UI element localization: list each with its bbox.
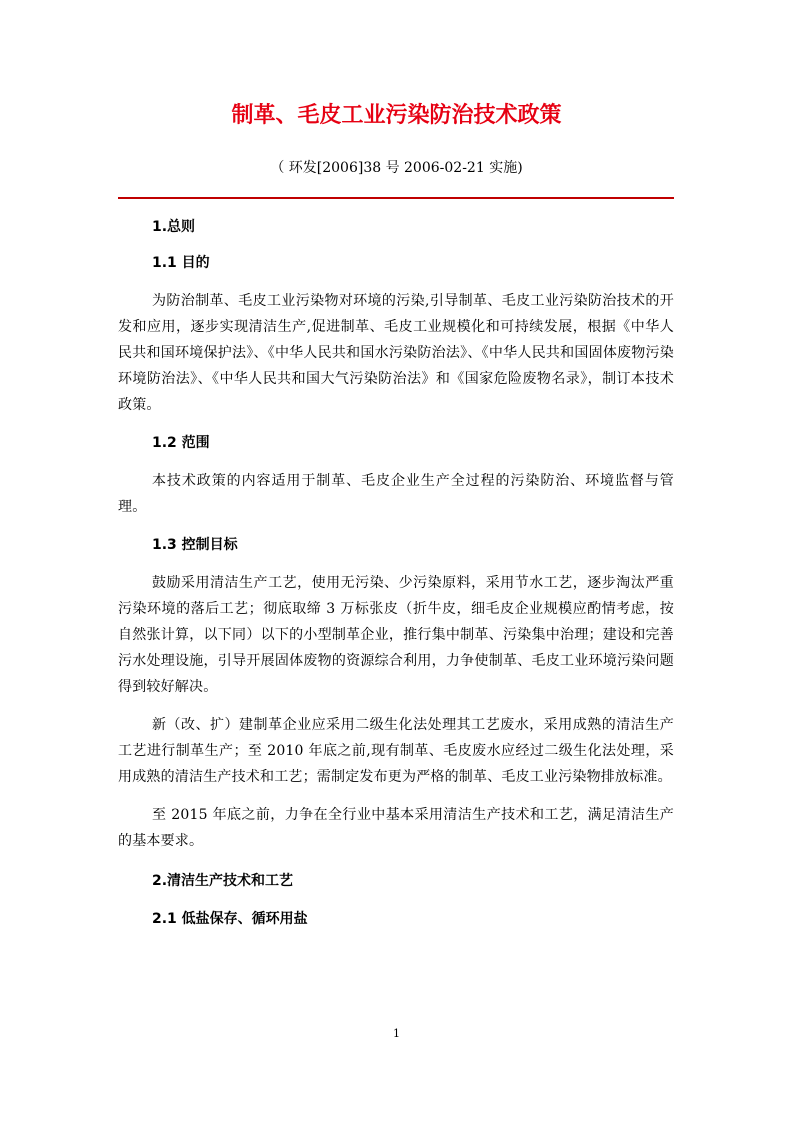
document-body xyxy=(118,214,674,932)
section-heading-clean-production: 2.清洁生产技术和工艺 xyxy=(152,873,294,889)
document-subtitle: （ 环发[2006]38 号 2006-02-21 实施) xyxy=(270,160,523,176)
section-heading-general: 1.总则 xyxy=(152,219,196,235)
paragraph-control-targets-3: 至 2015 年底之前，力争在全行业中基本采用清洁生产技术和工艺，满足清洁生产的基本要求。 xyxy=(118,807,674,849)
paragraph-control-targets-1: 鼓励采用清洁生产工艺，使用无污染、少污染原料，采用节水工艺，逐步淘汰严重污染环境的落后工艺；彻底取缔 3 万标张皮（折牛皮，细毛皮企业规模应酌情考虑，按自然张计算，以下同）以下的小型制革企业，推行集中制革、污染集中治理；建设和完善污水处理设施，引导开展固体废物的资源综合利用，力争使制革、毛皮工业环境污染问题得到较好解决。 xyxy=(118,575,674,695)
section-heading-scope: 1.2 范围 xyxy=(152,435,210,451)
page-number: 1 xyxy=(393,1027,400,1040)
title-divider xyxy=(118,197,674,199)
paragraph-scope: 本技术政策的内容适用于制革、毛皮企业生产全过程的污染防治、环境监督与管理。 xyxy=(118,473,674,515)
document-title: 制革、毛皮工业污染防治技术政策 xyxy=(231,103,562,128)
section-heading-control-targets: 1.3 控制目标 xyxy=(152,537,238,553)
section-heading-purpose: 1.1 目的 xyxy=(152,255,210,271)
paragraph-control-targets-2: 新（改、扩）建制革企业应采用二级生化法处理其工艺废水，采用成熟的清洁生产工艺进行制革生产；至 2010 年底之前,现有制革、毛皮废水应经过二级生化法处理，采用成熟的清洁生产技术和工艺；需制定发布更为严格的制革、毛皮工业污染物排放标准。 xyxy=(118,717,674,785)
paragraph-purpose: 为防治制革、毛皮工业污染物对环境的污染,引导制革、毛皮工业污染防治技术的开发和应用，逐步实现清洁生产,促进制革、毛皮工业规模化和可持续发展，根据《中华人民共和国环境保护法》、《中华人民共和国水污染防治法》、《中华人民共和国固体废物污染环境防治法》、《中华人民共和国大气污染防治法》和《国家危险废物名录》，制订本技术政策。 xyxy=(118,293,674,413)
section-heading-low-salt: 2.1 低盐保存、循环用盐 xyxy=(152,911,308,927)
